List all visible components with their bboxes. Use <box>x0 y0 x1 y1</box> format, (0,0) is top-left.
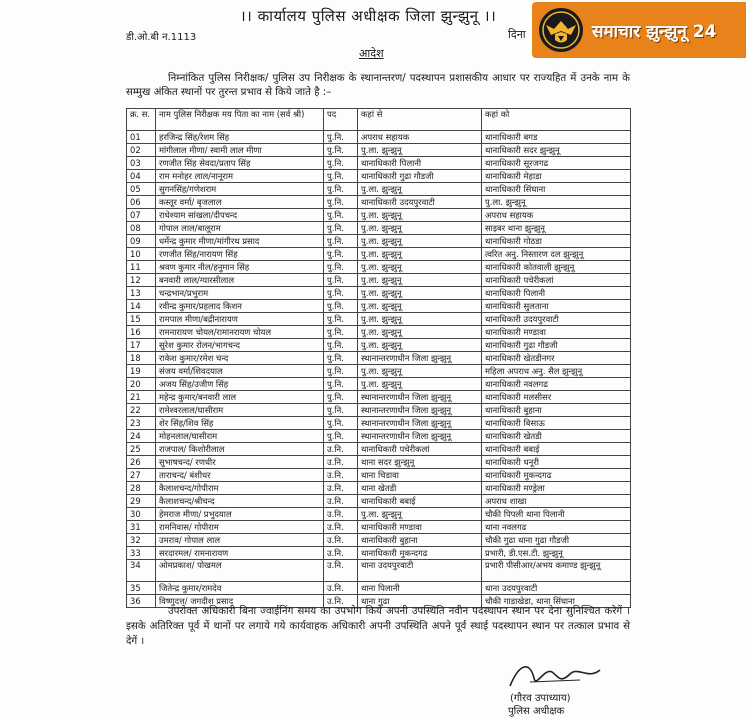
cell-serial: 08 <box>127 222 156 235</box>
cell-name: रणजीत सिंह/नारायण सिंह <box>156 248 324 261</box>
cell-rank: पु.नि. <box>324 339 358 352</box>
cell-name: बनवारी लाल/ग्यारसीलाल <box>156 274 324 287</box>
cell-rank: उ.नि. <box>324 560 358 582</box>
cell-serial: 09 <box>127 235 156 248</box>
table-row <box>127 391 631 404</box>
cell-name: जितेन्द्र कुमार/रामदेव <box>156 582 324 595</box>
table-row <box>127 482 631 495</box>
cell-to: थानाधिकारी बुहाना <box>482 404 631 417</box>
cell-from: स्थानान्तरणाधीन जिला झुन्झुनू <box>358 430 482 443</box>
header-rank: पद <box>324 109 358 131</box>
cell-serial: 02 <box>127 144 156 157</box>
cell-serial: 27 <box>127 469 156 482</box>
cell-rank: पु.नि. <box>324 352 358 365</box>
cell-from: पु.ला. झुन्झुनू <box>358 300 482 313</box>
cell-serial: 10 <box>127 248 156 261</box>
cell-rank: पु.नि. <box>324 209 358 222</box>
cell-name: सुभाषचन्द/ रणधीर <box>156 456 324 469</box>
cell-rank: पु.नि. <box>324 157 358 170</box>
cell-name: ओमप्रकाश/ पोखमल <box>156 560 324 582</box>
cell-name: हरजिन्द्र सिंह/रेशम सिंह <box>156 131 324 144</box>
cell-to: थानाधिकारी बगड <box>482 131 631 144</box>
cell-from: थाना चिडावा <box>358 469 482 482</box>
table-row <box>127 521 631 534</box>
cell-rank: पु.नि. <box>324 222 358 235</box>
cell-from: थाना गुढा <box>358 595 482 608</box>
cell-rank: पु.नि. <box>324 170 358 183</box>
cell-to: पु.ला. झुन्झुनू <box>482 196 631 209</box>
cell-serial: 26 <box>127 456 156 469</box>
cell-to: थानाधिकारी पचेरीकलां <box>482 274 631 287</box>
cell-from: थाना उदयपुरवाटी <box>358 560 482 582</box>
cell-rank: पु.नि. <box>324 430 358 443</box>
cell-from: थानाधिकारी मुकन्दगढ <box>358 547 482 560</box>
cell-to: थानाधिकारी कोतवाली झुन्झुनू <box>482 261 631 274</box>
cell-to: थानाधिकारी गुढा गौडजी <box>482 339 631 352</box>
table-row <box>127 547 631 560</box>
brand-name: समाचार झुन्झुनू 24 <box>592 21 717 42</box>
cell-name: श्रवण कुमार नील/हनुमान सिंह <box>156 261 324 274</box>
cell-name: विष्णुदत्त/ जगदीश प्रसाद <box>156 595 324 608</box>
cell-rank: पु.नि. <box>324 326 358 339</box>
cell-rank: उ.नि. <box>324 482 358 495</box>
cell-from: थानाधिकारी उदयपुरवाटी <box>358 196 482 209</box>
cell-rank: पु.नि. <box>324 248 358 261</box>
cell-from: पु.ला. झुन्झुनू <box>358 287 482 300</box>
cell-name: राजपाल/ किशोरीलाल <box>156 443 324 456</box>
cell-to: साइबर थाना झुन्झुनू <box>482 222 631 235</box>
cell-from: पु.ला. झुन्झुनू <box>358 365 482 378</box>
cell-from: पु.ला. झुन्झुनू <box>358 339 482 352</box>
cell-serial: 01 <box>127 131 156 144</box>
cell-serial: 13 <box>127 287 156 300</box>
cell-serial: 11 <box>127 261 156 274</box>
cell-from: पु.ला. झुन्झुनू <box>358 274 482 287</box>
table-row <box>127 352 631 365</box>
table-row <box>127 443 631 456</box>
cell-from: थानाधिकारी गुढा गौडजी <box>358 170 482 183</box>
cell-from: पु.ला. झुन्झुनू <box>358 183 482 196</box>
table-row <box>127 170 631 183</box>
table-row <box>127 560 631 582</box>
cell-name: अजय सिंह/उजीण सिंह <box>156 378 324 391</box>
cell-name: चन्द्रभान/प्रभुराम <box>156 287 324 300</box>
cell-to: चौकी गुढा थाना गुढा गौडजी <box>482 534 631 547</box>
cell-rank: पु.नि. <box>324 313 358 326</box>
cell-from: स्थानान्तरणाधीन जिला झुन्झुनू <box>358 391 482 404</box>
cell-from: स्थानान्तरणाधीन जिला झुन्झुनू <box>358 404 482 417</box>
transfer-table <box>126 108 631 608</box>
cell-rank: पु.नि. <box>324 378 358 391</box>
table-row <box>127 313 631 326</box>
cell-serial: 04 <box>127 170 156 183</box>
cell-name: कैलाशचन्द/गोपीराम <box>156 482 324 495</box>
table-row <box>127 183 631 196</box>
cell-serial: 15 <box>127 313 156 326</box>
cell-from: पु.ला. झुन्झुनू <box>358 235 482 248</box>
cell-rank: पु.नि. <box>324 365 358 378</box>
cell-serial: 16 <box>127 326 156 339</box>
cell-to: थानाधिकारी सूरजगढ <box>482 157 631 170</box>
cell-to: थानाधिकारी उदयपुरवाटी <box>482 313 631 326</box>
cell-from: अपराध सहायक <box>358 131 482 144</box>
cell-from: थानाधिकारी पचेरीकलां <box>358 443 482 456</box>
cell-rank: पु.नि. <box>324 391 358 404</box>
cell-serial: 14 <box>127 300 156 313</box>
cell-rank: उ.नि. <box>324 495 358 508</box>
cell-serial: 20 <box>127 378 156 391</box>
cell-serial: 36 <box>127 595 156 608</box>
table-row <box>127 157 631 170</box>
intro-paragraph: निम्नांकित पुलिस निरीक्षक/ पुलिस उप निरीक्षक के स्थानान्तरण/ पदस्थापन प्रशासकीय आधार पर राज्यहित में उनके नाम के सम्मुख अंकित स्थानों पर तुरन्त प्रभाव से किये जाते है :– <box>126 73 630 98</box>
table-row <box>127 378 631 391</box>
cell-serial: 34 <box>127 560 156 582</box>
cell-serial: 19 <box>127 365 156 378</box>
cell-to: थानाधिकारी पिलानी <box>482 287 631 300</box>
cell-to: महिला अपराध अनु. सैल झुन्झुनू <box>482 365 631 378</box>
cell-serial: 12 <box>127 274 156 287</box>
cell-rank: पु.नि. <box>324 235 358 248</box>
cell-name: कैलाशचन्द/श्रीचन्द <box>156 495 324 508</box>
cell-to: थानाधिकारी मेहाडा <box>482 170 631 183</box>
news-brand-banner <box>532 2 746 58</box>
office-title: ।। कार्यालय पुलिस अधीक्षक जिला झुन्झुनू ।। <box>240 7 497 25</box>
cell-serial: 03 <box>127 157 156 170</box>
cell-serial: 33 <box>127 547 156 560</box>
table-row <box>127 404 631 417</box>
cell-rank: उ.नि. <box>324 456 358 469</box>
cell-serial: 23 <box>127 417 156 430</box>
cell-serial: 05 <box>127 183 156 196</box>
cell-name: उमराव/ गोपाल लाल <box>156 534 324 547</box>
cell-to: त्वरित अनु. निस्तारण दल झुन्झुनू <box>482 248 631 261</box>
table-row <box>127 365 631 378</box>
table-row <box>127 287 631 300</box>
cell-to: थानाधिकारी खेतडीनगर <box>482 352 631 365</box>
cell-from: थानाधिकारी बबाई <box>358 495 482 508</box>
cell-from: स्थानान्तरणाधीन जिला झुन्झुनू <box>358 417 482 430</box>
cell-to: थानाधिकारी बबाई <box>482 443 631 456</box>
cell-rank: उ.नि. <box>324 443 358 456</box>
cell-from: पु.ला. झुन्झुनू <box>358 209 482 222</box>
cell-rank: उ.नि. <box>324 534 358 547</box>
cell-to: थाना उदयपुरवाटी <box>482 582 631 595</box>
cell-to: प्रभारी पीसीआर/अभय कमाण्ड झुन्झुनू <box>482 560 631 582</box>
handwritten-signature <box>500 658 610 692</box>
table-row <box>127 209 631 222</box>
reference-number: डी.ओ.बी न.1113 <box>126 32 197 43</box>
cell-rank: पु.नि. <box>324 300 358 313</box>
cell-from: थाना सदर झुन्झुनू <box>358 456 482 469</box>
cell-serial: 17 <box>127 339 156 352</box>
table-body <box>127 131 631 608</box>
cell-from: थानाधिकारी बुहाना <box>358 534 482 547</box>
header-to: कहां को <box>482 109 631 131</box>
cell-name: रवीन्द्र कुमार/प्रहलाद किशन <box>156 300 324 313</box>
cell-to: थानाधिकारी नवलगढ <box>482 378 631 391</box>
cell-from: थानाधिकारी मण्डावा <box>358 521 482 534</box>
cell-serial: 24 <box>127 430 156 443</box>
cell-name: रामनारायण चोयल/रामानरायण चोयल <box>156 326 324 339</box>
cell-rank: पु.नि. <box>324 144 358 157</box>
cell-to: थानाधिकारी मलसीसर <box>482 391 631 404</box>
cell-rank: उ.नि. <box>324 547 358 560</box>
cell-to: चौकी गाडाखेडा, थाना सिंघाना <box>482 595 631 608</box>
signatory-name: (गौरव उपाध्याय) <box>510 693 571 704</box>
cell-name: शेर सिंह/शिव सिंह <box>156 417 324 430</box>
table-row <box>127 534 631 547</box>
cell-name: संजय वर्मा/शिवदयाल <box>156 365 324 378</box>
cell-name: कस्तूर वर्मा/ बृजलाल <box>156 196 324 209</box>
cell-rank: पु.नि. <box>324 196 358 209</box>
cell-rank: पु.नि. <box>324 261 358 274</box>
cell-name: राधेश्याम सांखला/दीपचन्द <box>156 209 324 222</box>
cell-to: अपराध सहायक <box>482 209 631 222</box>
cell-to: थानाधिकारी मण्ड्रेला <box>482 482 631 495</box>
table-row <box>127 417 631 430</box>
cell-name: राम मनोहर लाल/नानूराम <box>156 170 324 183</box>
table-row <box>127 508 631 521</box>
table-row <box>127 326 631 339</box>
cell-from: थाना खेतडी <box>358 482 482 495</box>
cell-serial: 07 <box>127 209 156 222</box>
cell-from: पु.ला. झुन्झुनू <box>358 144 482 157</box>
date-label: दिना <box>508 28 526 41</box>
cell-rank: उ.नि. <box>324 582 358 595</box>
footer-instruction: उपरोक्त अधिकारी बिना ज्वाईनिंग समय का उपभोग किये अपनी उपस्थिति नवीन पदस्थापन स्थान पर देना सुनिश्चित करेगें । इसके अतिरिक्त पूर्व में थानों पर लगाये गये कार्यवाहक अधिकारी अपनी उपस्थिति अपने पूर्व स्थाई पदस्थापन स्थान पर तत्काल प्रभाव से देगें । <box>126 606 630 647</box>
cell-name: रणजीत सिंह सेवदा/प्रताप सिंह <box>156 157 324 170</box>
cell-to: थानाधिकारी गोठडा <box>482 235 631 248</box>
cell-rank: पु.नि. <box>324 287 358 300</box>
cell-name: रामनिवास/ गोपीराम <box>156 521 324 534</box>
cell-name: हेमराज मीणा/ प्रभुदयाल <box>156 508 324 521</box>
cell-name: सुगनसिंह/गणेशराम <box>156 183 324 196</box>
cell-name: गोपाल लाल/बालूराम <box>156 222 324 235</box>
cell-to: अपराध शाखा <box>482 495 631 508</box>
cell-to: चौकी पिपली थाना पिलानी <box>482 508 631 521</box>
cell-serial: 28 <box>127 482 156 495</box>
cell-from: पु.ला. झुन्झुनू <box>358 508 482 521</box>
table-row <box>127 196 631 209</box>
cell-to: थानाधिकारी मुकन्दगढ <box>482 469 631 482</box>
cell-to: थानाधिकारी बिसाऊ <box>482 417 631 430</box>
cell-to: थानाधिकारी खेतडी <box>482 430 631 443</box>
table-header-row <box>127 109 631 131</box>
table-row <box>127 582 631 595</box>
cell-from: थाना पिलानी <box>358 582 482 595</box>
table-row <box>127 495 631 508</box>
cell-from: स्थानान्तरणाधीन जिला झुन्झुनू <box>358 352 482 365</box>
cell-name: मोहनलाल/घासीराम <box>156 430 324 443</box>
cell-serial: 25 <box>127 443 156 456</box>
cell-serial: 21 <box>127 391 156 404</box>
eagle-shield-logo-icon <box>538 7 584 53</box>
table-row <box>127 235 631 248</box>
cell-rank: पु.नि. <box>324 404 358 417</box>
table-row <box>127 144 631 157</box>
cell-from: पु.ला. झुन्झुनू <box>358 261 482 274</box>
cell-serial: 22 <box>127 404 156 417</box>
table-row <box>127 469 631 482</box>
cell-to: थानाधिकारी मण्डावा <box>482 326 631 339</box>
cell-rank: उ.नि. <box>324 521 358 534</box>
cell-serial: 31 <box>127 521 156 534</box>
table-row <box>127 131 631 144</box>
cell-rank: पु.नि. <box>324 131 358 144</box>
cell-serial: 30 <box>127 508 156 521</box>
cell-serial: 35 <box>127 582 156 595</box>
cell-name: रामेश्वरलाल/घासीराम <box>156 404 324 417</box>
cell-rank: उ.नि. <box>324 469 358 482</box>
table-row <box>127 222 631 235</box>
header-from: कहां से <box>358 109 482 131</box>
table-row <box>127 300 631 313</box>
cell-name: महेन्द्र कुमार/बनवारी लाल <box>156 391 324 404</box>
cell-name: धर्मेन्द्र कुमार मीणा/मांगीरथ प्रसाद <box>156 235 324 248</box>
cell-name: ताराचन्द/ बंशीधर <box>156 469 324 482</box>
cell-name: राकेश कुमार/रमेश चन्द <box>156 352 324 365</box>
table-row <box>127 430 631 443</box>
cell-from: पु.ला. झुन्झुनू <box>358 313 482 326</box>
cell-to: थानाधिकारी सदर झुन्झुनू <box>482 144 631 157</box>
cell-name: रामपाल मीणा/बद्रीनारायण <box>156 313 324 326</box>
header-serial: क्र. स. <box>127 109 156 131</box>
cell-from: पु.ला. झुन्झुनू <box>358 326 482 339</box>
table-row <box>127 456 631 469</box>
cell-rank: पु.नि. <box>324 274 358 287</box>
cell-rank: उ.नि. <box>324 508 358 521</box>
cell-serial: 18 <box>127 352 156 365</box>
cell-to: थानाधिकारी धनूरी <box>482 456 631 469</box>
cell-from: थानाधिकारी पिलानी <box>358 157 482 170</box>
cell-name: सुरेश कुमार रोलन/भागचन्द <box>156 339 324 352</box>
header-name: नाम पुलिस निरीक्षक मय पिता का नाम (सर्व श्री) <box>156 109 324 131</box>
table-row <box>127 248 631 261</box>
cell-to: प्रभारी, डी.एस.टी. झुन्झुनू <box>482 547 631 560</box>
cell-name: सरदारमल/ रामनारायण <box>156 547 324 560</box>
cell-to: थानाधिकारी सुलताना <box>482 300 631 313</box>
cell-from: पु.ला. झुन्झुनू <box>358 378 482 391</box>
cell-rank: पु.नि. <box>324 183 358 196</box>
cell-serial: 29 <box>127 495 156 508</box>
cell-to: थाना नवलगढ <box>482 521 631 534</box>
cell-name: मांगीलाल मीणा/ स्वामी लाल मीणा <box>156 144 324 157</box>
order-title: आदेश <box>359 47 384 60</box>
cell-to: थानाधिकारी सिंघाना <box>482 183 631 196</box>
cell-serial: 06 <box>127 196 156 209</box>
table-row <box>127 339 631 352</box>
cell-from: पु.ला. झुन्झुनू <box>358 248 482 261</box>
cell-serial: 32 <box>127 534 156 547</box>
cell-rank: उ.नि. <box>324 595 358 608</box>
signatory-title: पुलिस अधीक्षक <box>508 706 565 717</box>
cell-from: पु.ला. झुन्झुनू <box>358 222 482 235</box>
cell-rank: पु.नि. <box>324 417 358 430</box>
table-row <box>127 274 631 287</box>
table-row <box>127 261 631 274</box>
